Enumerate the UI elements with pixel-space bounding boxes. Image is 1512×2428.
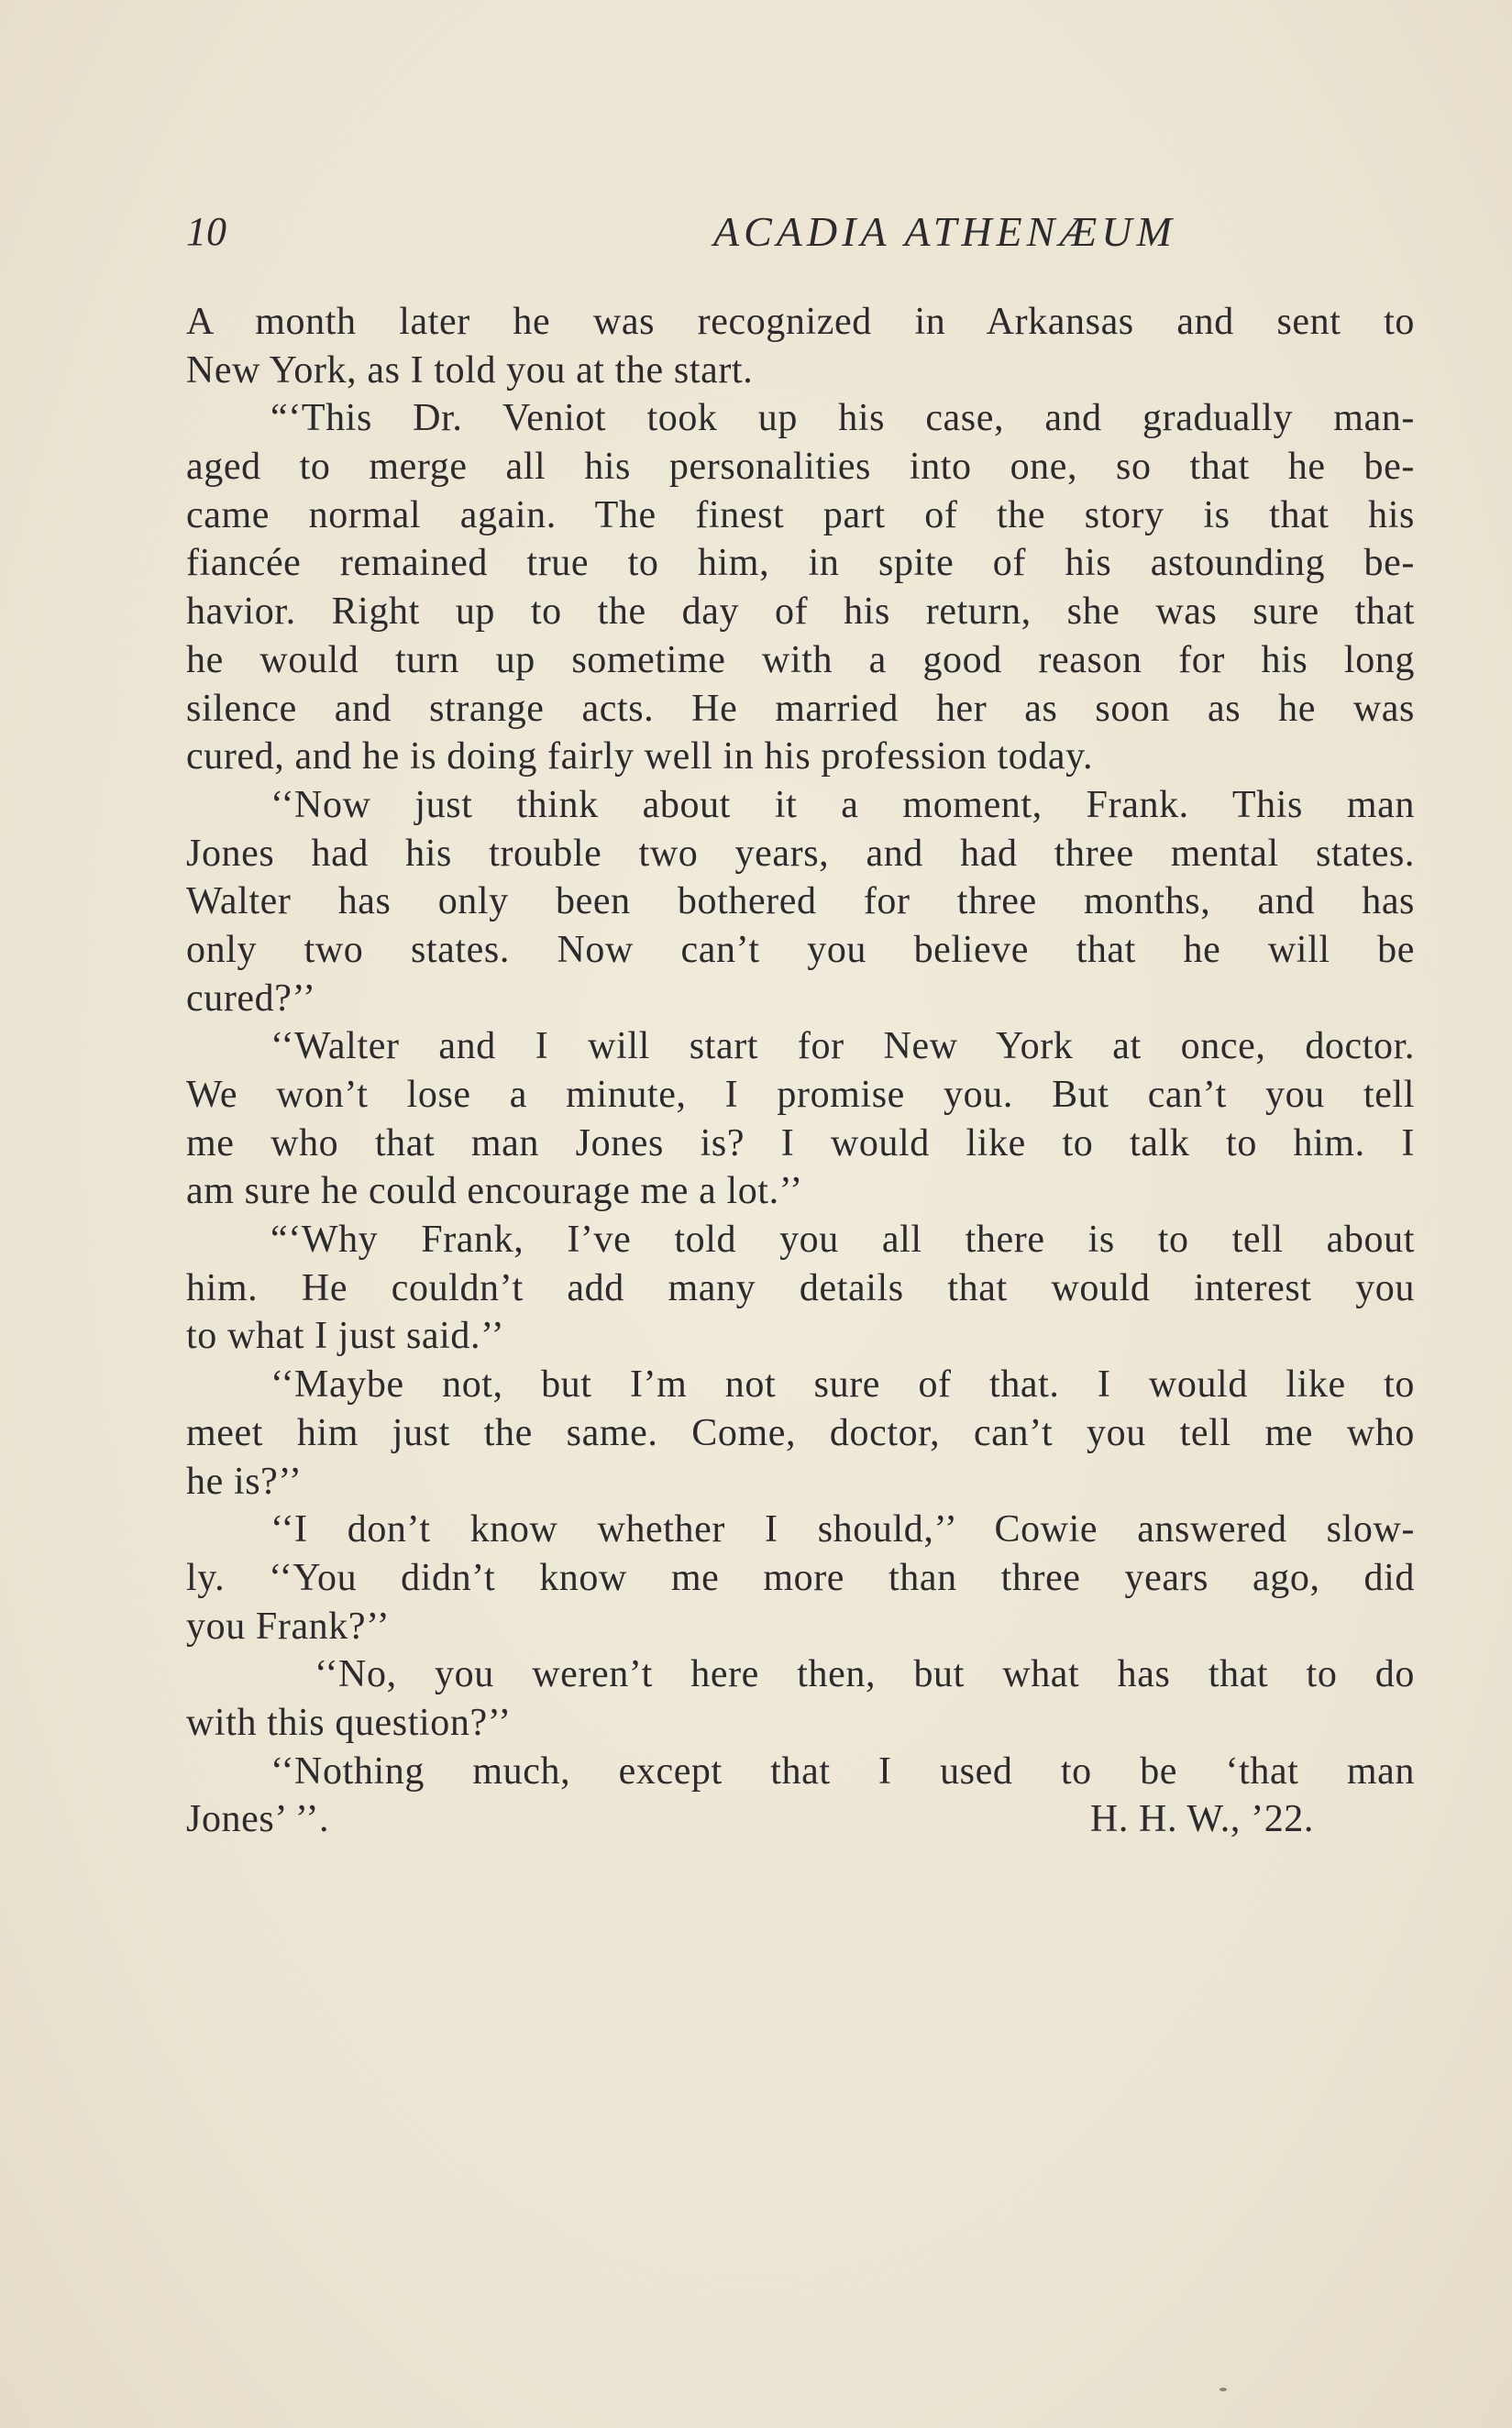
text-line: cured?’’ bbox=[186, 977, 316, 1020]
text-line: New York, as I told you at the start. bbox=[186, 348, 754, 392]
paper-speck bbox=[1220, 2388, 1227, 2391]
text-line: We won’t lose a minute, I promise you. But can’t you tell bbox=[186, 1074, 1415, 1116]
text-line: he would turn up sometime with a good reason for his long bbox=[186, 638, 1415, 681]
page-number: 10 bbox=[186, 209, 226, 254]
text-line: me who that man Jones is? I would like to talk to him. I bbox=[186, 1121, 1415, 1164]
author-signature: H. H. W., ’22. bbox=[1089, 1798, 1314, 1841]
text-line: to what I just said.’’ bbox=[186, 1315, 505, 1358]
running-title: ACADIA ATHENÆUM bbox=[713, 208, 1176, 255]
text-line: came normal again. The finest part of the story is that his bbox=[186, 493, 1415, 536]
text-line: him. He couldn’t add many details that would interest you bbox=[186, 1266, 1415, 1309]
text-line: “‘Why Frank, I’ve told you all there is to tell about bbox=[270, 1219, 1415, 1262]
text-line: with this question?’’ bbox=[186, 1701, 512, 1744]
text-line: Walter has only been bothered for three months, and has bbox=[186, 880, 1415, 923]
text-line: only two states. Now can’t you believe that he will be bbox=[186, 928, 1415, 971]
text-line: silence and strange acts. He married her as soon as he was bbox=[186, 687, 1415, 730]
text-line: ‘‘Maybe not, but I’m not sure of that. I would like to bbox=[270, 1363, 1415, 1407]
text-line: Jones had his trouble two years, and had three mental states. bbox=[186, 832, 1415, 875]
closing-text: Jones’ ’’. bbox=[186, 1798, 330, 1841]
closing-line bbox=[186, 1795, 1415, 1844]
text-line: am sure he could encourage me a lot.’’ bbox=[186, 1170, 803, 1213]
text-line: meet him just the same. Come, doctor, can’t you tell me who bbox=[186, 1411, 1415, 1454]
text-line: ly. ‘‘You didn’t know me more than three years ago, did bbox=[186, 1556, 1415, 1599]
text-line: ‘‘Nothing much, except that I used to be ‘that man bbox=[270, 1749, 1415, 1793]
text-line: ‘‘No, you weren’t here then, but what has that to do bbox=[315, 1653, 1415, 1696]
text-line: aged to merge all his personalities into one, so that he be- bbox=[186, 446, 1415, 489]
text-line: ‘‘Now just think about it a moment, Frank. This man bbox=[270, 783, 1415, 826]
body-text bbox=[186, 298, 1415, 1844]
text-line: ‘‘I don’t know whether I should,’’ Cowie answered slow- bbox=[270, 1508, 1415, 1551]
text-line: “‘This Dr. Veniot took up his case, and gradually man- bbox=[270, 397, 1415, 440]
text-line: fiancée remained true to him, in spite of his astounding be- bbox=[186, 542, 1415, 585]
text-line: havior. Right up to the day of his return, she was sure that bbox=[186, 590, 1415, 634]
text-line: he is?’’ bbox=[186, 1460, 303, 1503]
text-line: ‘‘Walter and I will start for New York at once, doctor. bbox=[270, 1025, 1415, 1068]
text-line: you Frank?’’ bbox=[186, 1605, 391, 1648]
text-line: A month later he was recognized in Arkansas and sent to bbox=[186, 301, 1415, 343]
page-header bbox=[186, 200, 1415, 264]
text-line: cured, and he is doing fairly well in his profession today. bbox=[186, 735, 1094, 778]
